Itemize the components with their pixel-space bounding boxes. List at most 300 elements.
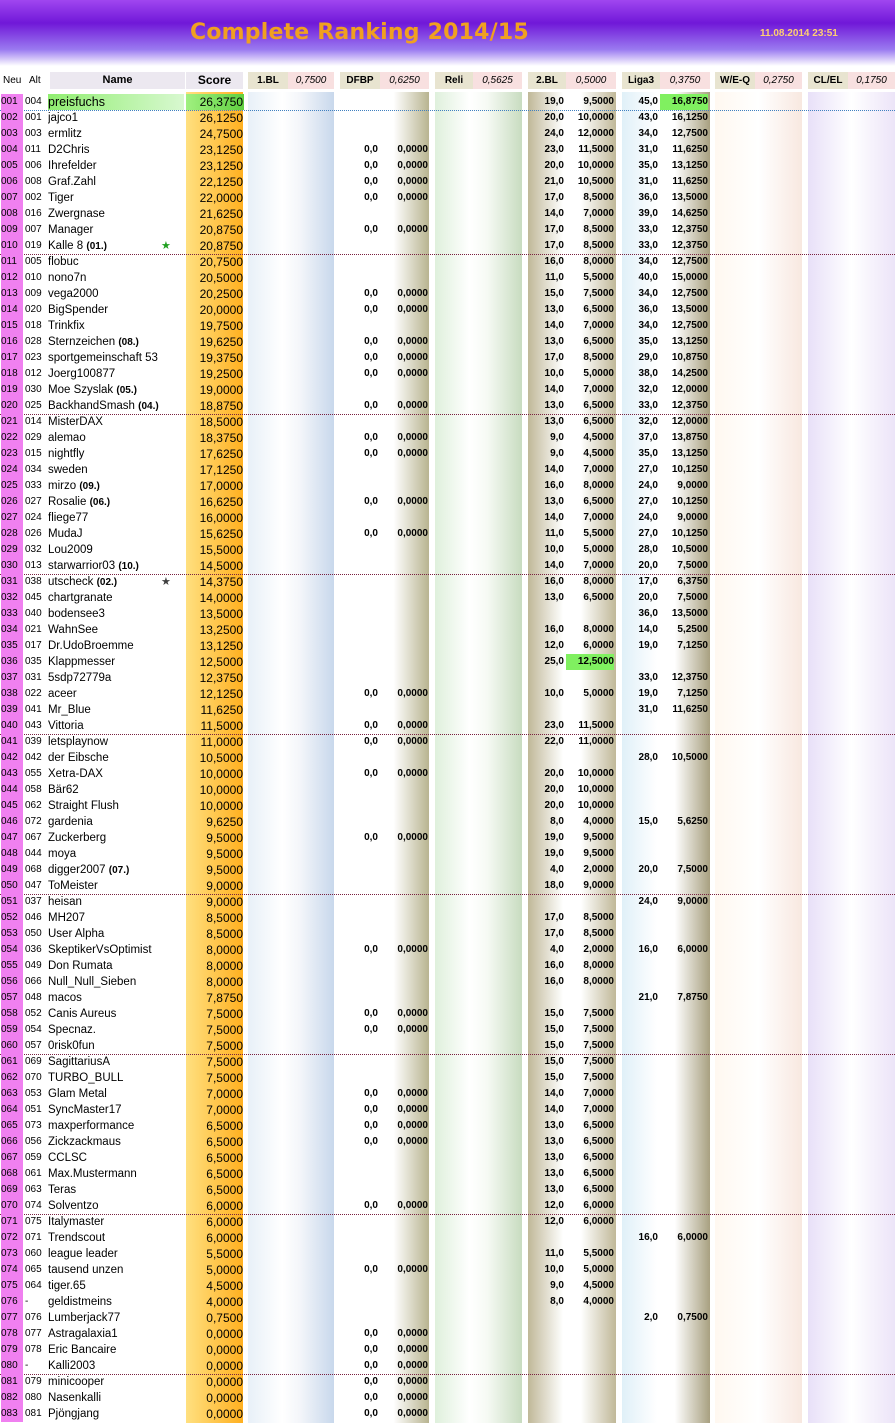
rank-new: 060 <box>1 1038 23 1054</box>
dfbp-points: 0,0 <box>364 1392 378 1403</box>
player-name: SkeptikerVsOptimist <box>48 944 152 956</box>
rank-old: 001 <box>25 112 42 123</box>
table-row <box>0 1182 895 1198</box>
bl2-points: 18,0 <box>544 880 564 891</box>
score-value: 16,6250 <box>199 495 243 509</box>
liga3-weighted: 13,5000 <box>671 192 708 203</box>
bl2-points <box>528 1310 564 1326</box>
rank-new: 081 <box>1 1374 23 1390</box>
bl2-points: 13,0 <box>544 416 564 427</box>
score-value: 7,0000 <box>206 1103 243 1117</box>
dfbp-points <box>340 606 378 622</box>
bl2-weighted <box>566 670 614 686</box>
dfbp-weighted <box>380 238 428 254</box>
rank-old: 003 <box>25 128 42 139</box>
rank-old: 020 <box>25 304 42 315</box>
bl2-weighted: 6,5000 <box>583 1136 614 1147</box>
dfbp-weighted <box>380 1214 428 1230</box>
rank-new: 019 <box>1 382 23 398</box>
liga3-weighted: 13,8750 <box>671 432 708 443</box>
table-row <box>0 142 895 158</box>
bl2-weighted: 2,0000 <box>583 944 614 955</box>
bl2-weighted <box>566 1390 614 1406</box>
dfbp-weighted <box>380 1230 428 1246</box>
rank-new: 070 <box>1 1198 23 1214</box>
table-row <box>0 798 895 814</box>
rank-old: 037 <box>25 896 42 907</box>
rank-new: 040 <box>1 718 23 734</box>
rank-old: 038 <box>25 576 42 587</box>
score-value: 17,6250 <box>199 447 243 461</box>
liga3-points <box>622 878 658 894</box>
bl2-points: 19,0 <box>544 832 564 843</box>
liga3-points <box>622 1022 658 1038</box>
liga3-weighted <box>660 1294 708 1310</box>
player-name: preisfuchs <box>48 94 184 110</box>
bl2-points: 17,0 <box>544 224 564 235</box>
score-value: 6,5000 <box>206 1167 243 1181</box>
player-name-text: Rosalie <box>48 496 90 508</box>
dfbp-points <box>340 382 378 398</box>
rank-old: 023 <box>25 352 42 363</box>
rank-new: 035 <box>1 638 23 654</box>
score-value: 11,5000 <box>200 719 243 733</box>
player-name: Astragalaxia1 <box>48 1328 118 1340</box>
score-value: 12,1250 <box>199 687 243 701</box>
liga3-points <box>622 1326 658 1342</box>
rank-old: 056 <box>25 1136 42 1147</box>
player-rank-tag: (05.) <box>116 385 137 396</box>
rank-new: 033 <box>1 606 23 622</box>
bl2-weighted: 5,5000 <box>583 272 614 283</box>
player-name: Graf.Zahl <box>48 176 96 188</box>
bl2-weighted: 9,5000 <box>583 832 614 843</box>
score-value: 6,5000 <box>206 1135 243 1149</box>
rank-old: 006 <box>25 160 42 171</box>
dfbp-points <box>340 1214 378 1230</box>
dfbp-points <box>340 478 378 494</box>
player-rank-tag: (04.) <box>138 401 159 412</box>
score-value: 12,3750 <box>199 671 243 685</box>
rank-new: 018 <box>1 366 23 382</box>
rank-old: 048 <box>25 992 42 1003</box>
liga3-weighted: 12,0000 <box>671 384 708 395</box>
bl2-points: 16,0 <box>544 960 564 971</box>
score-value: 9,5000 <box>206 863 243 877</box>
score-value: 11,6250 <box>200 703 243 717</box>
dfbp-points: 0,0 <box>364 144 378 155</box>
score-value: 14,5000 <box>199 559 243 573</box>
liga3-points <box>622 1278 658 1294</box>
rank-old: 075 <box>25 1216 42 1227</box>
rank-old: 079 <box>25 1376 42 1387</box>
player-rank-tag: (01.) <box>86 241 107 252</box>
dfbp-weighted <box>380 1278 428 1294</box>
table-row <box>0 494 895 510</box>
liga3-points <box>622 1086 658 1102</box>
bl2-weighted: 6,5000 <box>583 304 614 315</box>
liga3-points: 32,0 <box>638 416 658 427</box>
bl2-points: 16,0 <box>544 976 564 987</box>
score-value: 20,8750 <box>199 223 243 237</box>
bl2-points: 15,0 <box>544 288 564 299</box>
bl2-points: 17,0 <box>544 352 564 363</box>
score-value: 11,0000 <box>200 735 243 749</box>
table-row <box>0 94 895 111</box>
dfbp-points <box>340 574 378 590</box>
rank-new: 001 <box>1 94 23 110</box>
bl2-weighted: 8,0000 <box>583 960 614 971</box>
dfbp-points: 0,0 <box>364 432 378 443</box>
liga3-weighted: 12,3750 <box>671 240 708 251</box>
player-name: Klappmesser <box>48 656 116 668</box>
dfbp-points <box>340 814 378 830</box>
table-row <box>0 782 895 798</box>
bl2-weighted: 8,0000 <box>583 480 614 491</box>
liga3-points: 27,0 <box>638 528 658 539</box>
table-row <box>0 222 895 238</box>
score-value: 4,5000 <box>206 1279 243 1293</box>
dfbp-points: 0,0 <box>364 1200 378 1211</box>
rank-new: 055 <box>1 958 23 974</box>
rank-new: 043 <box>1 766 23 782</box>
dfbp-points <box>340 750 378 766</box>
bl2-weighted: 10,0000 <box>577 112 614 123</box>
rank-old: 026 <box>25 528 42 539</box>
rank-old: 078 <box>25 1344 42 1355</box>
player-name: ToMeister <box>48 880 98 892</box>
player-rank-tag: (02.) <box>96 577 118 588</box>
dfbp-points: 0,0 <box>364 304 378 315</box>
table-row <box>0 350 895 366</box>
bl2-weighted: 7,0000 <box>583 512 614 523</box>
player-name <box>48 238 198 254</box>
bl2-weighted: 6,0000 <box>583 640 614 651</box>
liga3-weighted: 13,5000 <box>671 608 708 619</box>
rank-new: 082 <box>1 1390 23 1406</box>
dfbp-points: 0,0 <box>364 496 378 507</box>
bl2-points: 13,0 <box>544 400 564 411</box>
liga3-weighted: 10,1250 <box>671 496 708 507</box>
liga3-weighted <box>660 1038 708 1054</box>
table-row <box>0 526 895 542</box>
rank-old: 045 <box>25 592 42 603</box>
rank-new: 061 <box>1 1054 23 1070</box>
liga3-weighted: 13,1250 <box>671 448 708 459</box>
bl2-points: 17,0 <box>544 912 564 923</box>
player-name: Joerg100877 <box>48 368 116 380</box>
score-value: 12,5000 <box>199 655 243 669</box>
bl2-points: 14,0 <box>544 464 564 475</box>
rank-old: 041 <box>25 704 42 715</box>
player-name: jajco1 <box>48 112 79 124</box>
bl2-points: 11,0 <box>545 272 564 283</box>
player-rank-tag: (10.) <box>118 561 139 572</box>
liga3-points <box>622 910 658 926</box>
rank-old: 022 <box>25 688 42 699</box>
score-value: 8,0000 <box>206 943 243 957</box>
dfbp-weighted <box>380 958 428 974</box>
bl2-weighted: 7,0000 <box>583 384 614 395</box>
table-row <box>0 542 895 558</box>
liga3-points: 28,0 <box>638 544 658 555</box>
table-row <box>0 1262 895 1278</box>
rank-old: 028 <box>25 336 42 347</box>
bl2-weighted: 6,5000 <box>583 336 614 347</box>
player-name: Lou2009 <box>48 544 93 556</box>
bl2-weighted: 6,5000 <box>583 416 614 427</box>
rank-old: 071 <box>25 1232 42 1243</box>
dfbp-points: 0,0 <box>364 1024 378 1035</box>
rank-old: 051 <box>25 1104 42 1115</box>
dfbp-weighted <box>380 750 428 766</box>
rank-new: 080 <box>1 1358 23 1374</box>
header-weq: W/E-Q <box>715 72 755 89</box>
bl2-weighted: 11,0000 <box>578 736 614 747</box>
dfbp-points: 0,0 <box>364 160 378 171</box>
dfbp-points <box>340 126 378 142</box>
table-row <box>0 414 895 430</box>
dfbp-weighted <box>380 1054 428 1070</box>
rank-old: 055 <box>25 768 42 779</box>
bl2-weighted <box>566 1230 614 1246</box>
rank-old: 040 <box>25 608 42 619</box>
bl2-points: 14,0 <box>544 560 564 571</box>
player-name: macos <box>48 992 82 1004</box>
dfbp-points <box>340 894 378 910</box>
rank-new: 045 <box>1 798 23 814</box>
bl2-weighted: 11,5000 <box>578 720 614 731</box>
bl2-weighted: 9,5000 <box>583 848 614 859</box>
liga3-points: 31,0 <box>638 704 658 715</box>
bl2-points: 13,0 <box>544 304 564 315</box>
dfbp-points <box>340 94 378 110</box>
bl2-points <box>528 1374 564 1390</box>
liga3-points: 37,0 <box>638 432 658 443</box>
player-name: Xetra-DAX <box>48 768 103 780</box>
score-value: 18,8750 <box>199 399 243 413</box>
bl2-points: 13,0 <box>544 1152 564 1163</box>
liga3-weighted <box>660 1022 708 1038</box>
rank-new: 028 <box>1 526 23 542</box>
rank-old: 002 <box>25 192 42 203</box>
liga3-points: 20,0 <box>638 864 658 875</box>
table-row <box>0 206 895 222</box>
rank-old: 004 <box>25 96 42 107</box>
score-value: 18,5000 <box>199 415 243 429</box>
bl2-points: 14,0 <box>544 1104 564 1115</box>
player-name: chartgranate <box>48 592 113 604</box>
table-row <box>0 702 895 718</box>
dfbp-weighted <box>380 814 428 830</box>
dfbp-weighted <box>380 974 428 990</box>
liga3-weighted: 6,3750 <box>677 576 708 587</box>
rank-old: 018 <box>25 320 42 331</box>
score-value: 19,3750 <box>199 351 243 365</box>
bl2-weighted: 8,5000 <box>583 352 614 363</box>
liga3-weighted <box>660 926 708 942</box>
dfbp-weighted <box>380 574 428 590</box>
liga3-points: 28,0 <box>638 752 658 763</box>
score-value: 7,5000 <box>206 1071 243 1085</box>
dfbp-weighted <box>380 558 428 574</box>
dfbp-weighted <box>380 478 428 494</box>
rank-new: 020 <box>1 398 23 414</box>
dfbp-points <box>340 670 378 686</box>
liga3-points: 35,0 <box>638 336 658 347</box>
liga3-points <box>622 1246 658 1262</box>
rank-new: 057 <box>1 990 23 1006</box>
player-name: alemao <box>48 432 86 444</box>
dfbp-weighted: 0,0000 <box>397 1088 428 1099</box>
player-name <box>48 558 198 574</box>
player-name: MH207 <box>48 912 86 924</box>
liga3-weighted: 12,7500 <box>671 128 708 139</box>
bl2-weighted: 5,0000 <box>583 368 614 379</box>
liga3-weighted <box>660 1134 708 1150</box>
dfbp-weighted <box>380 846 428 862</box>
player-name: der Eibsche <box>48 752 109 764</box>
rank-old: 030 <box>25 384 42 395</box>
liga3-weighted: 10,1250 <box>671 528 708 539</box>
bl2-weighted: 6,5000 <box>583 1168 614 1179</box>
score-value: 10,0000 <box>199 767 243 781</box>
rank-old: 047 <box>25 880 42 891</box>
liga3-weighted <box>660 1182 708 1198</box>
bl2-points <box>528 702 564 718</box>
player-name: SyncMaster17 <box>48 1104 122 1116</box>
rank-new: 058 <box>1 1006 23 1022</box>
rank-new: 047 <box>1 830 23 846</box>
bl2-points: 16,0 <box>544 256 564 267</box>
liga3-weighted <box>660 1246 708 1262</box>
player-name: nono7n <box>48 272 87 284</box>
dfbp-points <box>340 1070 378 1086</box>
liga3-weighted: 13,5000 <box>671 304 708 315</box>
player-name: MisterDAX <box>48 416 103 428</box>
dfbp-weighted: 0,0000 <box>397 736 428 747</box>
bl2-points: 21,0 <box>544 176 564 187</box>
header-clel: CL/EL <box>808 72 848 89</box>
bl2-points: 4,0 <box>550 944 564 955</box>
liga3-weighted: 13,1250 <box>671 336 708 347</box>
bl2-weighted <box>566 990 614 1006</box>
table-row <box>0 1134 895 1150</box>
liga3-points <box>622 1214 658 1230</box>
bl2-weighted: 7,0000 <box>583 1104 614 1115</box>
liga3-weighted: 11,6250 <box>672 176 708 187</box>
liga3-weighted <box>660 1070 708 1086</box>
liga3-weighted <box>660 1006 708 1022</box>
bl2-points: 12,0 <box>544 640 564 651</box>
liga3-weighted: 12,3750 <box>671 672 708 683</box>
liga3-points <box>622 734 658 750</box>
bl2-points <box>528 1342 564 1358</box>
bl2-points: 17,0 <box>544 192 564 203</box>
dfbp-points: 0,0 <box>364 1376 378 1387</box>
table-row <box>0 862 895 878</box>
liga3-weighted <box>660 798 708 814</box>
bl2-weighted: 7,0000 <box>583 320 614 331</box>
liga3-points: 38,0 <box>638 368 658 379</box>
rank-new: 054 <box>1 942 23 958</box>
liga3-weighted: 14,6250 <box>671 208 708 219</box>
score-value: 15,5000 <box>199 543 243 557</box>
dfbp-weighted <box>380 94 428 110</box>
score-value: 20,2500 <box>199 287 243 301</box>
liga3-points <box>622 1150 658 1166</box>
rank-old: 034 <box>25 464 42 475</box>
rank-old: 067 <box>25 832 42 843</box>
rank-old: 019 <box>25 240 42 251</box>
bl2-points: 15,0 <box>544 1072 564 1083</box>
score-value: 23,1250 <box>199 159 243 173</box>
dfbp-weighted <box>380 1166 428 1182</box>
table-row <box>0 510 895 526</box>
dfbp-points: 0,0 <box>364 1328 378 1339</box>
player-name: Bär62 <box>48 784 79 796</box>
liga3-weighted <box>660 910 708 926</box>
bl2-weighted: 7,5000 <box>583 1056 614 1067</box>
rank-old: 016 <box>25 208 42 219</box>
bl2-weighted: 9,5000 <box>583 96 614 107</box>
player-name: Tiger <box>48 192 74 204</box>
player-name: sportgemeinschaft 53 <box>48 352 158 364</box>
header-weq-factor: 0,2750 <box>755 72 802 89</box>
header-neu: Neu <box>3 75 22 86</box>
liga3-points: 29,0 <box>638 352 658 363</box>
dfbp-points <box>340 542 378 558</box>
table-row <box>0 286 895 302</box>
bl2-weighted: 6,0000 <box>583 1200 614 1211</box>
score-value: 8,5000 <box>206 911 243 925</box>
header-bl2-factor: 0,5000 <box>566 72 616 89</box>
rank-old: 021 <box>25 624 42 635</box>
bl2-weighted <box>566 1406 614 1422</box>
score-value: 9,5000 <box>206 831 243 845</box>
score-value: 5,0000 <box>206 1263 243 1277</box>
table-row <box>0 766 895 782</box>
table-row <box>0 1198 895 1215</box>
liga3-weighted: 7,5000 <box>677 560 708 571</box>
dfbp-weighted <box>380 270 428 286</box>
dfbp-points <box>340 846 378 862</box>
score-value: 0,0000 <box>206 1359 243 1373</box>
dfbp-points <box>340 206 378 222</box>
dfbp-weighted <box>380 926 428 942</box>
table-row <box>0 878 895 895</box>
dfbp-weighted: 0,0000 <box>397 336 428 347</box>
bl2-points: 14,0 <box>544 512 564 523</box>
rank-new: 044 <box>1 782 23 798</box>
player-rank-tag: (09.) <box>79 481 100 492</box>
score-value: 9,0000 <box>206 895 243 909</box>
dfbp-points <box>340 990 378 1006</box>
dfbp-weighted <box>380 318 428 334</box>
rank-new: 050 <box>1 878 23 894</box>
score-value: 8,0000 <box>206 959 243 973</box>
dfbp-points: 0,0 <box>364 368 378 379</box>
liga3-weighted: 7,1250 <box>677 640 708 651</box>
bl2-points: 13,0 <box>544 592 564 603</box>
liga3-points: 24,0 <box>638 480 658 491</box>
bl2-points: 20,0 <box>544 768 564 779</box>
table-row <box>0 334 895 350</box>
rank-new: 013 <box>1 286 23 302</box>
rank-old: 009 <box>25 288 42 299</box>
rank-new: 059 <box>1 1022 23 1038</box>
bl2-points <box>528 1390 564 1406</box>
